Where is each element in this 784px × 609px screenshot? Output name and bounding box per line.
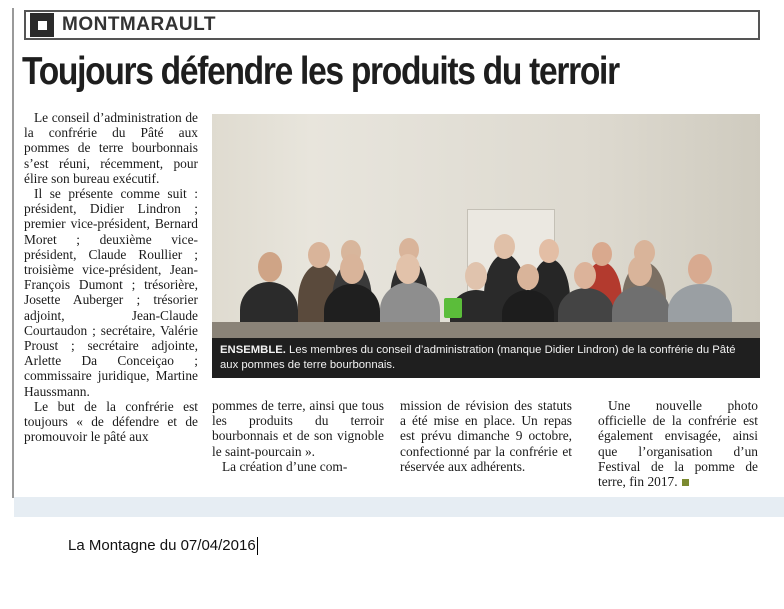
paragraph: mission de révision des statuts a été mise en place. Un repas est prévu dimanche 9 octobre, confectionné par la confrérie et réservée aux adhérents. — [400, 398, 572, 474]
caption-lead: ENSEMBLE. — [220, 344, 286, 356]
column-rule — [12, 8, 14, 498]
paragraph: Une nouvelle photo officielle de la confrérie est également envisagée, ainsi que l’organisation d’un Festival de la pomme de terre, fin 2017. — [598, 398, 758, 490]
paragraph: Il se présente comme suit : président, Didier Lindron ; premier vice-président, Bernard Moret ; deuxième vice-président, Claude Roullier ; troisième vice-président, Jean-François Dumont ; trésorière, Josette Auberger ; trésorier adjoint, Jean-Claude Courtaudon ; secrétaire, Valérie Proust ; secrétaire adjointe, Arlette Da Conceiçao ; commissaire juridique, Martine Haussmann. — [24, 186, 198, 399]
end-of-article-icon — [682, 479, 689, 486]
source-caption[interactable] — [68, 537, 258, 555]
article-column-4 — [598, 398, 758, 489]
source-text: La Montagne du 07/04/2016 — [68, 537, 256, 554]
article-column-2 — [212, 398, 384, 474]
paragraph: Le conseil d’administration de la confrérie du Pâté aux pommes de terre bourbonnais s’est réuni, récemment, pour élire son bureau exécutif. — [24, 110, 198, 186]
article-column-3 — [400, 398, 572, 474]
square-bullet-icon — [30, 13, 54, 37]
paragraph: La création d’une com- — [222, 458, 348, 474]
article-column-1 — [24, 110, 198, 444]
scan-edge-band — [14, 497, 784, 517]
paragraph: Le but de la confrérie est toujours « de défendre et de promouvoir le pâté aux — [24, 398, 198, 445]
paragraph: pommes de terre, ainsi que tous les produits du terroir bourbonnais et de son vignoble le saint-pourcain ». — [212, 398, 384, 459]
text-cursor — [257, 537, 258, 555]
section-header — [24, 10, 760, 40]
article-headline: Toujours défendre les produits du terroir — [22, 50, 619, 93]
caption-text: Les membres du conseil d’administration (manque Didier Lindron) de la confrérie du Pâté aux pommes de terre bourbonnais. — [220, 344, 736, 371]
section-title: MONTMARAULT — [62, 14, 216, 35]
group-photo — [212, 114, 760, 338]
photo-caption — [212, 338, 760, 378]
